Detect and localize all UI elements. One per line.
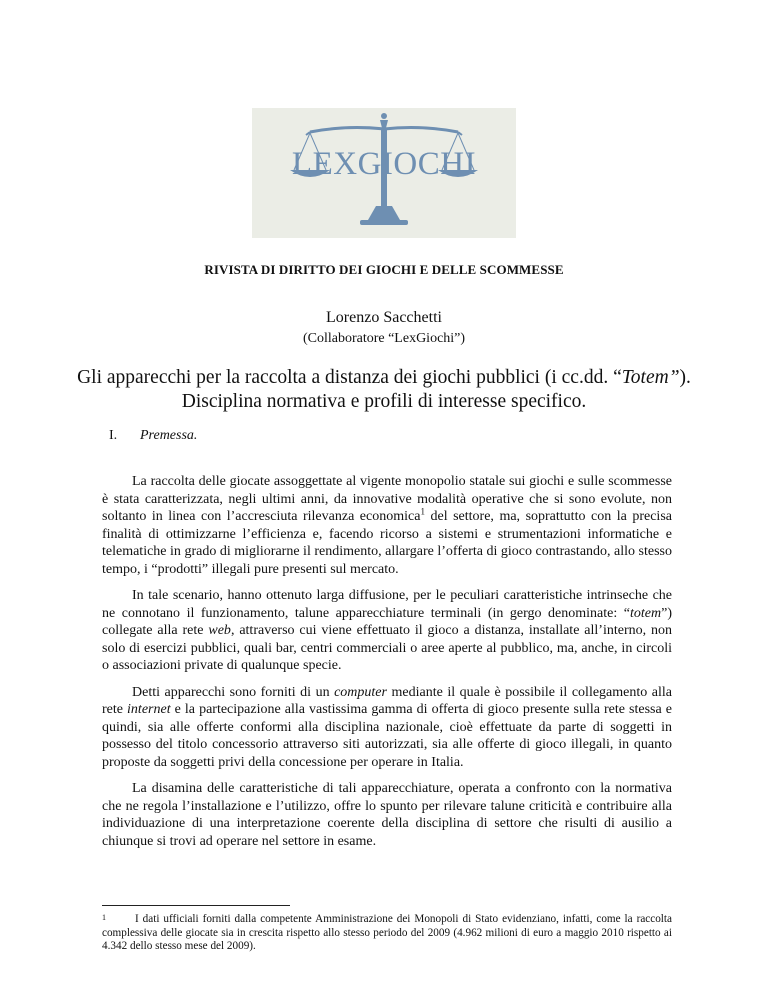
footnote-text: I dati ufficiali forniti dalla competente Amministrazione dei Monopoli di Stato evidenziano, infatti, come la raccolta complessiva delle giocate sia in crescita rispetto allo stesso periodo del 2009 (4.962 milioni di euro a maggio 2010 rispetto ai 4.342 dello stesso mese del 2009). xyxy=(102,913,672,952)
article-title-line-1: Gli apparecchi per la raccolta a distanza dei giochi pubblici (i cc.dd. “Totem”). xyxy=(77,367,691,388)
section-heading xyxy=(109,428,197,444)
logo-wordmark: LEXGIOCHI xyxy=(291,146,477,182)
author-name: Lorenzo Sacchetti xyxy=(326,309,442,326)
article-title-line-2: Disciplina normativa e profili di interesse specifico. xyxy=(181,391,587,412)
article-title xyxy=(0,366,768,414)
paragraph: La raccolta delle giocate assoggettate al vigente monopolio statale sui giochi e sulle scommesse è stata caratterizzata, negli ultimi anni, da innovative modalità operative che si sono evolute, non soltanto in linea con l’accresciuta rilevanza economica$^1$ del settore, ma, soprattutto con la precisa finalità di ottimizzarne l’efficienza e, facendo ricorso a sistemi e strumentazioni informatiche e telematiche in grado di migliorarne il rendimento, allargare l’offerta di gioco contrastando, allo stesso tempo, i “prodotti” illegali pure presenti sul mercato. xyxy=(102,474,672,577)
footnote-reference[interactable]: 1 xyxy=(420,506,425,517)
section-title: Premessa. xyxy=(140,428,198,443)
paragraph: In tale scenario, hanno ottenuto larga diffusione, per le peculiari caratteristiche intrinseche che ne connotano il funzionamento, talune apparecchiature terminali (in gergo denominate: “totem”) collegate alla rete web, attraverso cui viene effettuato il gioco a distanza, installate all’interno, non solo di esercizi pubblici, quali bar, centri commerciali o aree aperte al pubblico, ma, anche, in circoli o associazioni private di qualunque specie. xyxy=(102,588,672,674)
footnote xyxy=(102,913,672,954)
journal-title: RIVISTA DI DIRITTO DEI GIOCHI E DELLE SCOMMESSE xyxy=(204,262,564,277)
section-number: I. xyxy=(109,428,118,443)
scales-of-justice-icon xyxy=(252,108,516,238)
paragraph: La disamina delle caratteristiche di tali apparecchiature, operata a confronto con la normativa che ne regola l’installazione e l’utilizzo, offre lo spunto per rilevare talune criticità e contribuire alla individuazione di una interpretazione coerente della disciplina di settore che risulti di ausilio a chiunque si trovi ad operare nel settore in esame. xyxy=(102,781,672,849)
footnote-separator xyxy=(102,905,290,906)
paragraph: Detti apparecchi sono forniti di un computer mediante il quale è possibile il collegamento alla rete internet e la partecipazione alla vastissima gamma di offerta di gioco presente sulla rete stessa e quindi, sia alle offerte conformi alla disciplina nazionale, cioè effettuate da parte di soggetti in possesso del titolo concessorio attraverso siti autorizzati, sia alle offerte di gioco illegali, in quanto proposte da soggetti privi della concessione per operare in Italia. xyxy=(102,684,672,770)
article-body xyxy=(102,473,672,859)
lexgiochi-logo xyxy=(252,108,516,238)
author-role: (Collaboratore “LexGiochi”) xyxy=(302,331,466,346)
footnote-mark: 1 xyxy=(102,913,106,922)
